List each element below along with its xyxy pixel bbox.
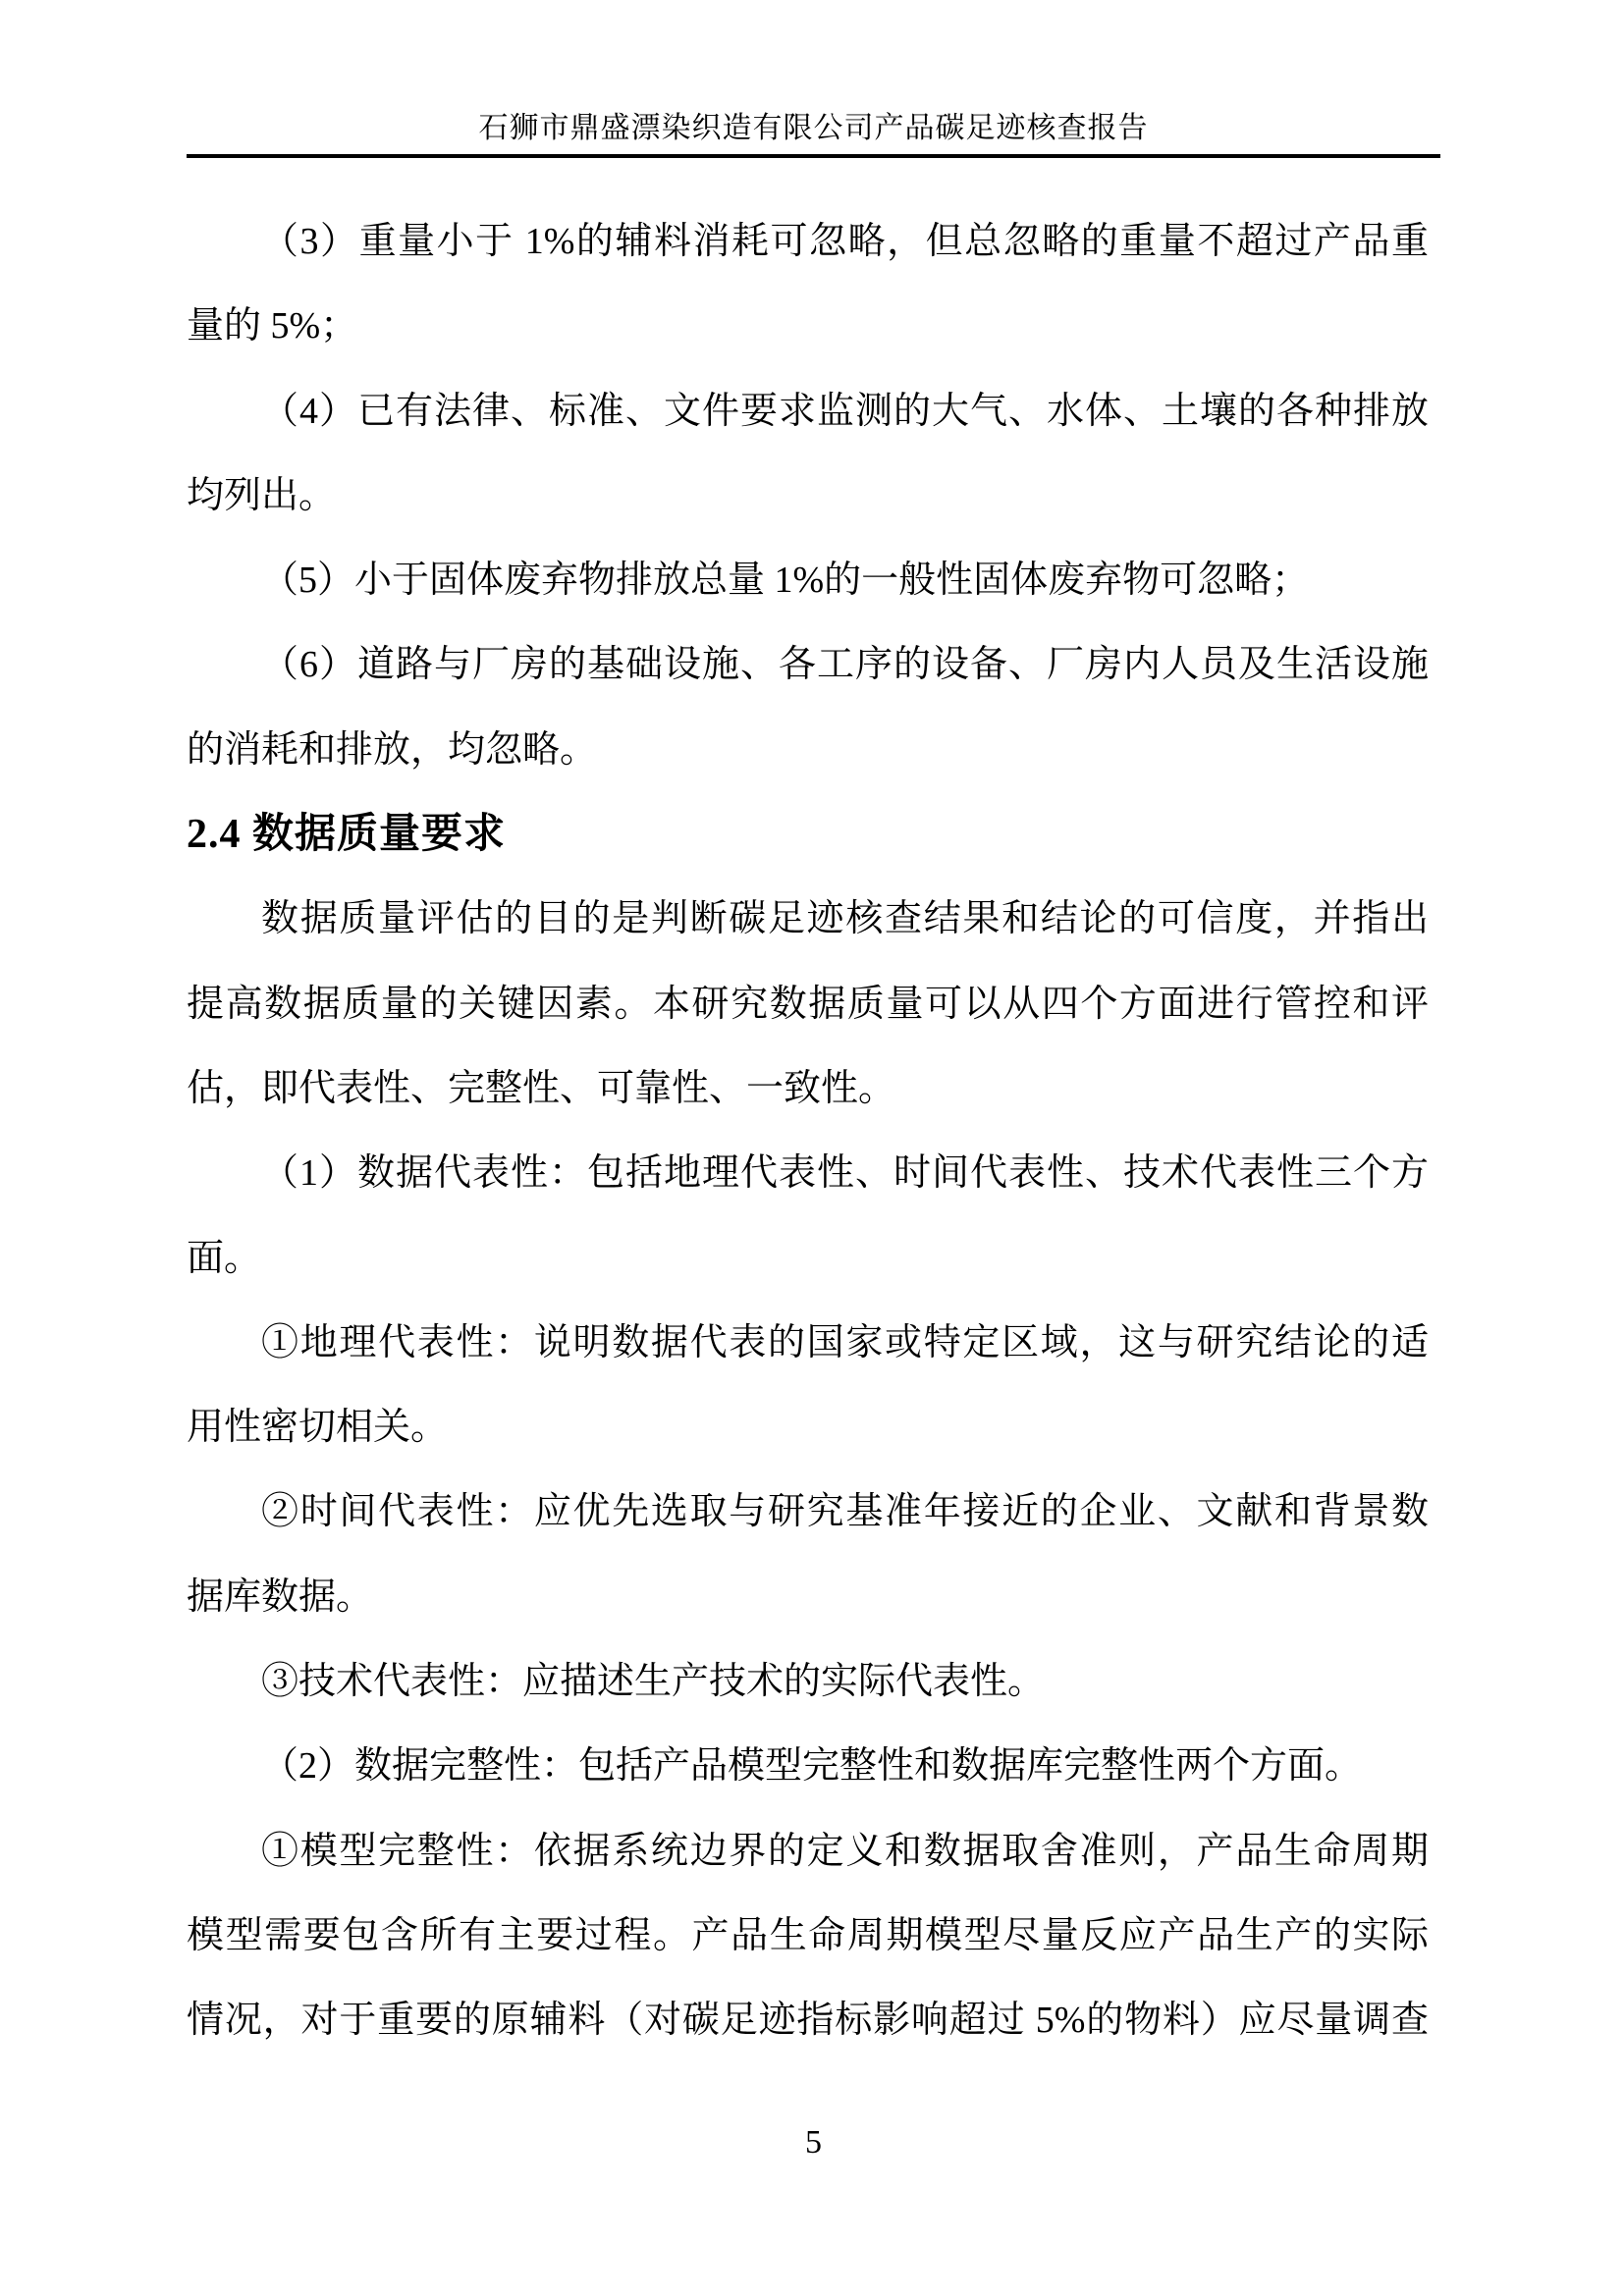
text-line: （6）道路与厂房的基础设施、各工序的设备、厂房内人员及生活设施	[261, 644, 1429, 686]
section-heading: 2.4 数据质量要求	[187, 812, 507, 858]
text-line: ①模型完整性：依据系统边界的定义和数据取舍准则，产品生命周期	[261, 1830, 1429, 1872]
text-line: 面。	[187, 1237, 262, 1279]
text-line: （2）数据完整性：包括产品模型完整性和数据库完整性两个方面。	[261, 1745, 1363, 1788]
page-number: 5	[805, 2124, 822, 2161]
text-line: （5）小于固体废弃物排放总量 1%的一般性固体废弃物可忽略；	[261, 560, 1310, 602]
page-header-title: 石狮市鼎盛漂染织造有限公司产品碳足迹核查报告	[478, 112, 1149, 144]
text-line: （3）重量小于 1%的辅料消耗可忽略，但总忽略的重量不超过产品重	[261, 221, 1429, 262]
text-line: ①地理代表性：说明数据代表的国家或特定区域，这与研究结论的适	[261, 1321, 1429, 1363]
header-rule	[187, 154, 1440, 158]
document-body	[187, 199, 1429, 2063]
text-line: （4）已有法律、标准、文件要求监测的大气、水体、土壤的各种排放	[261, 390, 1429, 432]
text-line: 估，即代表性、完整性、可靠性、一致性。	[187, 1067, 896, 1109]
text-line: 据库数据。	[187, 1575, 374, 1618]
text-line: 用性密切相关。	[187, 1407, 449, 1449]
text-line: 模型需要包含所有主要过程。产品生命周期模型尽量反应产品生产的实际	[187, 1914, 1429, 1956]
text-line: （1）数据代表性：包括地理代表性、时间代表性、技术代表性三个方	[261, 1152, 1429, 1195]
text-line: 数据质量评估的目的是判断碳足迹核查结果和结论的可信度，并指出	[261, 898, 1429, 940]
text-line: ③技术代表性：应描述生产技术的实际代表性。	[261, 1661, 1046, 1703]
text-line: ②时间代表性：应优先选取与研究基准年接近的企业、文献和背景数	[261, 1491, 1429, 1533]
page-footer	[187, 2118, 1440, 2167]
text-line: 情况，对于重要的原辅料（对碳足迹指标影响超过 5%的物料）应尽量调查	[187, 2000, 1429, 2042]
text-line: 提高数据质量的关键因素。本研究数据质量可以从四个方面进行管控和评	[187, 983, 1429, 1025]
text-line: 的消耗和排放，均忽略。	[187, 728, 598, 771]
text-line: 量的 5%；	[187, 305, 358, 347]
text-line: 均列出。	[187, 474, 337, 516]
